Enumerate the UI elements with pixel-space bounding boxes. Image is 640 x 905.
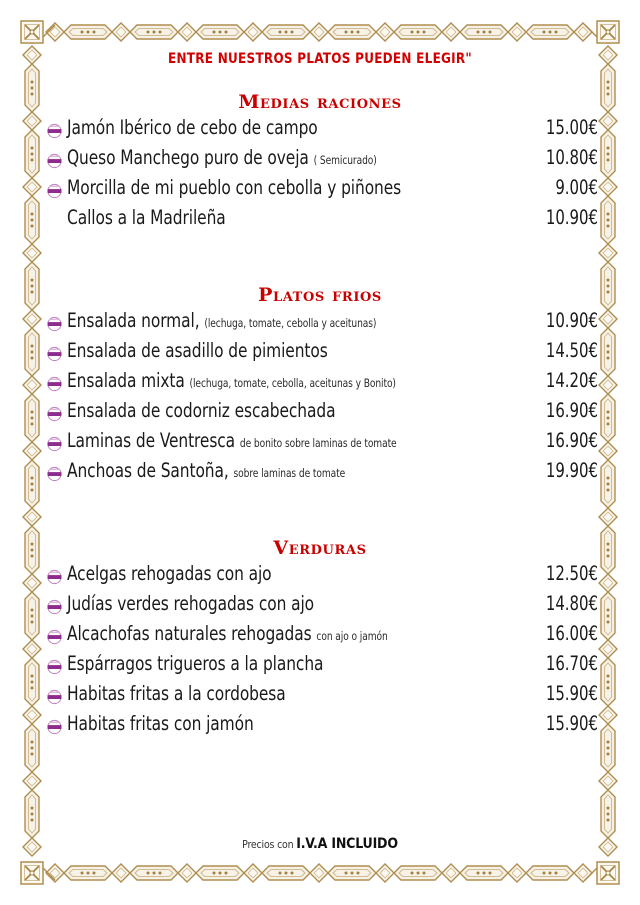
menu-item-price: 14.80€ [545, 592, 598, 615]
seal-stamp-icon [42, 682, 67, 712]
menu-item-row[interactable] [42, 712, 598, 742]
menu-item-row[interactable] [42, 116, 598, 146]
menu-item-name: Habitas fritas a la cordobesa [67, 682, 286, 705]
menu-item-price: 16.70€ [545, 652, 598, 675]
seal-stamp-icon [42, 309, 67, 339]
spacer [42, 236, 598, 284]
seal-stamp-icon [42, 429, 67, 459]
menu-item-name: Ensalada de asadillo de pimientos [67, 339, 328, 362]
seal-stamp-icon [42, 176, 67, 206]
menu-item-note: sobre laminas de tomate [233, 466, 346, 480]
seal-stamp-icon [42, 622, 67, 652]
menu-item-name: Jamón Ibérico de cebo de campo [67, 116, 318, 139]
menu-item-name: Ensalada de codorniz escabechada [67, 399, 336, 422]
menu-content [42, 44, 598, 864]
menu-item-name: Anchoas de Santoña, sobre laminas de tomate [67, 459, 346, 482]
menu-item-price: 16.90€ [545, 399, 598, 422]
menu-item-row[interactable] [42, 429, 598, 459]
section-items [42, 116, 598, 236]
menu-section-platos-frios [42, 284, 598, 489]
menu-item-note: (lechuga, tomate, cebolla y aceitunas) [204, 316, 377, 330]
border-bottom [46, 864, 592, 882]
menu-item-note: (lechuga, tomate, cebolla, aceitunas y Bonito) [189, 376, 396, 390]
menu-item-row[interactable] [42, 339, 598, 369]
menu-item-name: Habitas fritas con jamón [67, 712, 254, 735]
seal-stamp-icon [42, 712, 67, 742]
menu-section-medias-raciones [42, 91, 598, 236]
menu-item-name: Callos a la Madrileña [67, 206, 226, 229]
menu-item-price: 10.80€ [545, 146, 598, 169]
menu-item-price: 16.00€ [545, 622, 598, 645]
menu-item-note: ( Semicurado) [313, 153, 377, 167]
menu-item-name: Judías verdes rehogadas con ajo [67, 592, 315, 615]
seal-stamp-icon [42, 562, 67, 592]
menu-item-note: con ajo o jamón [316, 629, 388, 643]
spacer [42, 67, 598, 91]
seal-stamp-icon [42, 459, 67, 489]
section-heading: Platos frios [258, 284, 382, 306]
border-right [599, 46, 617, 856]
seal-stamp-icon [42, 652, 67, 682]
menu-item-row[interactable] [42, 206, 598, 236]
section-heading: Medias raciones [238, 91, 402, 113]
vat-notice-lead: Precios con [242, 839, 297, 851]
menu-item-row[interactable] [42, 146, 598, 176]
menu-item-price: 10.90€ [545, 206, 598, 229]
menu-item-name: Alcachofas naturales rehogadas con ajo o jamón [67, 622, 388, 645]
menu-item-row[interactable] [42, 592, 598, 622]
section-heading: Verduras [273, 537, 367, 559]
menu-item-name: Acelgas rehogadas con ajo [67, 562, 272, 585]
page-title: ENTRE NUESTROS PLATOS PUEDEN ELEGIR" [168, 51, 472, 67]
section-items [42, 562, 598, 742]
spacer [42, 489, 598, 537]
menu-item-row[interactable] [42, 562, 598, 592]
seal-stamp-icon [42, 399, 67, 429]
menu-item-price: 15.90€ [545, 712, 598, 735]
menu-item-name: Ensalada normal, (lechuga, tomate, cebolla y aceitunas) [67, 309, 377, 332]
menu-item-name: Laminas de Ventresca de bonito sobre laminas de tomate [67, 429, 397, 452]
menu-item-price: 12.50€ [545, 562, 598, 585]
menu-item-price: 9.00€ [555, 176, 598, 199]
menu-item-row[interactable] [42, 622, 598, 652]
menu-item-name: Queso Manchego puro de oveja ( Semicurado) [67, 146, 377, 169]
menu-item-price: 14.50€ [545, 339, 598, 362]
menu-item-row[interactable] [42, 309, 598, 339]
no-bullet-spacer [42, 206, 67, 236]
menu-item-name: Morcilla de mi pueblo con cebolla y piñones [67, 176, 402, 199]
menu-item-note: de bonito sobre laminas de tomate [239, 436, 397, 450]
menu-item-row[interactable] [42, 652, 598, 682]
menu-item-price: 16.90€ [545, 429, 598, 452]
menu-item-row[interactable] [42, 459, 598, 489]
menu-item-name: Ensalada mixta (lechuga, tomate, cebolla, aceitunas y Bonito) [67, 369, 396, 392]
border-top [46, 23, 592, 41]
menu-item-name: Espárragos trigueros a la plancha [67, 652, 324, 675]
menu-item-row[interactable] [42, 399, 598, 429]
menu-item-price: 10.90€ [545, 309, 598, 332]
menu-item-price: 15.90€ [545, 682, 598, 705]
menu-item-row[interactable] [42, 682, 598, 712]
menu-item-price: 19.90€ [545, 459, 598, 482]
menu-item-row[interactable] [42, 369, 598, 399]
seal-stamp-icon [42, 116, 67, 146]
seal-stamp-icon [42, 339, 67, 369]
menu-section-verduras [42, 537, 598, 742]
menu-item-row[interactable] [42, 176, 598, 206]
vat-notice-strong: I.V.A INCLUIDO [296, 836, 398, 852]
menu-item-price: 14.20€ [545, 369, 598, 392]
seal-stamp-icon [42, 146, 67, 176]
seal-stamp-icon [42, 369, 67, 399]
border-left [23, 46, 41, 856]
vat-notice [42, 833, 598, 852]
section-items [42, 309, 598, 489]
menu-item-price: 15.00€ [545, 116, 598, 139]
seal-stamp-icon [42, 592, 67, 622]
